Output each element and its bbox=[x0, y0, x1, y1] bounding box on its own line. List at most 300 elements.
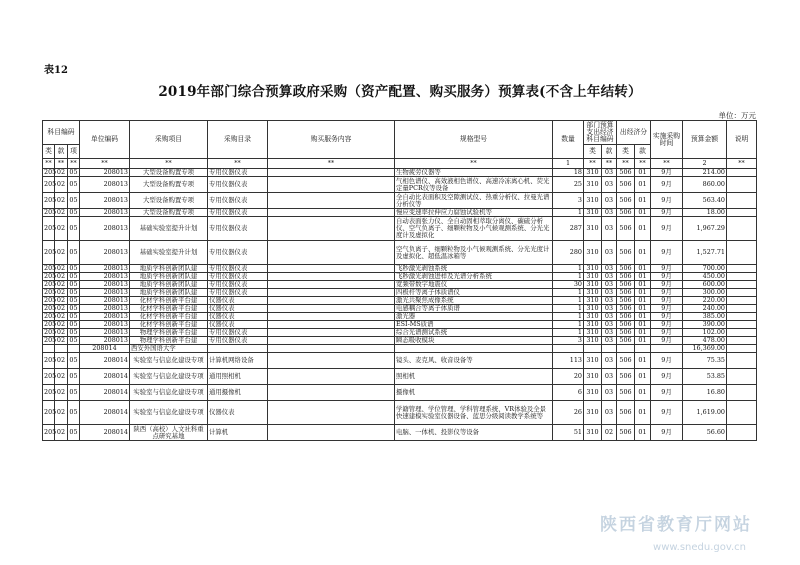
cell-xiang: 05 bbox=[68, 425, 80, 441]
cell-xiang: 05 bbox=[69, 280, 78, 288]
cell-impl-time: 9月 bbox=[651, 337, 683, 345]
cell-dept-lei: 310 bbox=[584, 425, 602, 441]
cell-impl-time: 9月 bbox=[651, 369, 683, 385]
cell-qty: 113 bbox=[553, 353, 584, 369]
header-dept-lei: 类 bbox=[584, 145, 602, 159]
page-title: 2019年部门综合预算政府采购（资产配置、购买服务）预算表(不含上年结转） bbox=[158, 84, 642, 100]
cell-dept-lei: 310 bbox=[584, 273, 602, 281]
cell-kuan: 02 bbox=[55, 193, 68, 209]
cell-dept-lei: 310 bbox=[584, 265, 602, 273]
cell-xiang: 05 bbox=[69, 272, 78, 280]
cell-catalog: 通用摄像机 bbox=[208, 385, 268, 401]
cell-gov-lei: 506 bbox=[617, 177, 635, 193]
cell-qty: 25 bbox=[553, 177, 584, 193]
cell-unit-code: 208013 bbox=[80, 217, 130, 241]
cell-catalog: 专用仪器仪表 bbox=[208, 241, 268, 265]
cell-gov-lei: 506 bbox=[617, 217, 635, 241]
cell-unit-code: 208013 bbox=[80, 209, 130, 217]
cell-gov-kuan: 01 bbox=[635, 281, 651, 289]
cell-amount: 390.00 bbox=[683, 321, 727, 329]
cell-impl-time: 9月 bbox=[651, 313, 683, 321]
cell-unit-code: 208013 bbox=[80, 297, 130, 305]
cell-lei: 205 bbox=[44, 208, 57, 216]
cell-dept-lei: 310 bbox=[584, 401, 602, 425]
cell-spec: ESI-MS质谱 bbox=[395, 321, 553, 329]
header-qty: 数量 bbox=[553, 121, 584, 159]
cell-unit-code: 208013 bbox=[80, 329, 130, 337]
cell-dept-kuan: 03 bbox=[602, 297, 617, 305]
cell-service bbox=[268, 305, 395, 313]
cell-lei: 205 bbox=[43, 193, 55, 209]
cell-amount: 220.00 bbox=[683, 297, 727, 305]
cell-dept-kuan: 03 bbox=[602, 193, 617, 209]
cell-dept-lei: 310 bbox=[584, 217, 602, 241]
cell-gov-lei: 506 bbox=[617, 209, 635, 217]
cell-service bbox=[268, 241, 395, 265]
cell-spec: 四极杆等离子体质谱仪 bbox=[395, 289, 553, 297]
cell-gov-lei: 506 bbox=[617, 329, 635, 337]
cell-qty: 1 bbox=[553, 297, 584, 305]
cell-catalog: 计算机网络设备 bbox=[208, 353, 268, 369]
cell-gov-lei: 506 bbox=[617, 241, 635, 265]
header-note: 说明 bbox=[727, 121, 757, 159]
cell-impl-time: 9月 bbox=[651, 273, 683, 281]
cell-spec: 自动表面张力仪、全自动固相萃取分离仪、碳硫分析仪、空气负离子、细颗粒物及小气候观测系统、分光光度计及虚拟化 bbox=[395, 217, 553, 241]
cell-spec: 学籍管理、学位管理、学科管理系统、VR体验及全景快速建模实验室仪器设备、蓝思分级阅读教学系统等 bbox=[395, 401, 553, 425]
unit-label: 单位：万元 bbox=[718, 111, 756, 120]
table-row bbox=[43, 169, 757, 177]
cell-note bbox=[727, 385, 757, 401]
procurement-table bbox=[42, 120, 757, 441]
cell-project: 化材学科创新平台建 bbox=[130, 305, 208, 313]
cell-impl-time: 9月 bbox=[651, 289, 683, 297]
cell-service bbox=[268, 337, 395, 345]
cell-dept-lei: 310 bbox=[584, 241, 602, 265]
cell-catalog: 仪器仪表 bbox=[208, 297, 268, 305]
cell-qty: 3 bbox=[553, 193, 584, 209]
cell-note bbox=[727, 369, 757, 385]
cell-catalog: 专用仪器仪表 bbox=[208, 289, 268, 297]
cell-gov-kuan: 01 bbox=[635, 209, 651, 217]
table-number: 表12 bbox=[44, 65, 68, 76]
cell-impl-time: 9月 bbox=[651, 353, 683, 369]
cell-project: 化材学科创新平台建 bbox=[130, 297, 208, 305]
cell-gov-kuan: 01 bbox=[635, 241, 651, 265]
header-project: 采购项目 bbox=[130, 121, 208, 159]
cell-service bbox=[268, 353, 395, 369]
cell-dept-kuan: 03 bbox=[602, 313, 617, 321]
header-lei: 类 bbox=[43, 145, 55, 159]
cell-project: 化材学科创新平台建 bbox=[130, 313, 208, 321]
cell-impl-time: 9月 bbox=[651, 305, 683, 313]
cell-spec bbox=[395, 345, 553, 353]
cell-qty: 1 bbox=[553, 329, 584, 337]
cell-qty: 1 bbox=[553, 305, 584, 313]
cell-project: 地质学科创新团队建 bbox=[130, 289, 208, 297]
cell-gov-lei: 506 bbox=[617, 313, 635, 321]
cell-project: 基础实验室提升计划 bbox=[130, 241, 208, 265]
cell-dept-lei: 310 bbox=[584, 337, 602, 345]
cell-dept-lei: 310 bbox=[584, 177, 602, 193]
cell-xiang: 05 bbox=[69, 264, 78, 272]
cell-gov-lei bbox=[617, 345, 635, 353]
cell-gov-lei: 506 bbox=[617, 297, 635, 305]
header-dept-kuan: 款 bbox=[602, 145, 617, 159]
cell-unit-code: 208013 bbox=[80, 265, 130, 273]
cell-gov-lei: 506 bbox=[617, 369, 635, 385]
table-row bbox=[43, 241, 757, 265]
table-row bbox=[43, 217, 757, 241]
cell-lei: 205 bbox=[44, 280, 57, 288]
cell-unit-code: 208014 bbox=[80, 353, 130, 369]
cell-impl-time: 9月 bbox=[651, 297, 683, 305]
cell-amount: 1,527.71 bbox=[683, 241, 727, 265]
cell-spec: 慢应变速率拉伸应力腐蚀试验机等 bbox=[395, 209, 553, 217]
cell-impl-time: 9月 bbox=[651, 401, 683, 425]
cell-unit-code: 208013 bbox=[80, 313, 130, 321]
cell-xiang: 05 bbox=[69, 312, 78, 320]
header-dept-econ: 部门预算支出经济科目编码 bbox=[584, 121, 617, 145]
header-amount: 预算金额 bbox=[683, 121, 727, 159]
marker-cell: ** bbox=[68, 159, 80, 169]
cell-note bbox=[727, 337, 757, 345]
cell-gov-kuan: 01 bbox=[635, 353, 651, 369]
cell-qty: 30 bbox=[553, 281, 584, 289]
cell-unit-code: 208013 bbox=[80, 289, 130, 297]
cell-lei: 205 bbox=[44, 304, 57, 312]
header-gov-econ: 出经济分 bbox=[617, 121, 651, 145]
cell-amount: 700.00 bbox=[683, 265, 727, 273]
cell-amount: 563.40 bbox=[683, 193, 727, 209]
cell-spec: 电感耦合等离子体质谱 bbox=[395, 305, 553, 313]
cell-impl-time bbox=[651, 345, 683, 353]
cell-gov-kuan: 01 bbox=[635, 401, 651, 425]
cell-unit-code: 208014 bbox=[80, 369, 130, 385]
cell-dept-lei: 310 bbox=[584, 385, 602, 401]
watermark-url: www.snedu.gov.cn bbox=[653, 542, 746, 553]
cell-amount: 1,967.29 bbox=[683, 217, 727, 241]
table-row bbox=[43, 209, 757, 217]
cell-project: 实验室与信息化建设专项 bbox=[130, 385, 208, 401]
cell-impl-time: 9月 bbox=[651, 281, 683, 289]
cell-project: 物理学科创新平台建 bbox=[130, 337, 208, 345]
cell-xiang: 05 bbox=[69, 208, 78, 216]
cell-gov-kuan: 01 bbox=[635, 265, 651, 273]
cell-lei: 205 bbox=[44, 168, 57, 176]
header-service: 购买服务内容 bbox=[268, 121, 395, 159]
marker-cell: ** bbox=[268, 159, 395, 169]
table-row bbox=[43, 401, 757, 425]
cell-gov-lei: 506 bbox=[617, 169, 635, 177]
cell-kuan: 02 bbox=[55, 337, 68, 345]
cell-dept-lei bbox=[584, 345, 602, 353]
cell-gov-lei: 506 bbox=[617, 321, 635, 329]
table-row bbox=[43, 177, 757, 193]
cell-qty: 1 bbox=[553, 265, 584, 273]
cell-lei: 205 bbox=[44, 336, 57, 344]
cell-xiang: 05 bbox=[68, 401, 80, 425]
cell-catalog: 仪器仪表 bbox=[208, 401, 268, 425]
cell-catalog: 专用仪器仪表 bbox=[208, 337, 268, 345]
cell-qty: 26 bbox=[553, 401, 584, 425]
cell-service bbox=[268, 321, 395, 329]
cell-xiang: 05 bbox=[69, 328, 78, 336]
cell-amount: 1,619.00 bbox=[683, 401, 727, 425]
marker-cell: ** bbox=[55, 159, 68, 169]
cell-dept-kuan: 03 bbox=[602, 281, 617, 289]
cell-catalog: 仪器仪表 bbox=[208, 321, 268, 329]
cell-project: 大型设备购置专项 bbox=[130, 193, 208, 209]
cell-gov-kuan: 01 bbox=[635, 337, 651, 345]
cell-dept-kuan: 03 bbox=[602, 353, 617, 369]
cell-amount: 240.00 bbox=[683, 305, 727, 313]
cell-impl-time: 9月 bbox=[651, 425, 683, 441]
cell-note bbox=[727, 329, 757, 337]
cell-impl-time: 9月 bbox=[651, 217, 683, 241]
cell-dept-kuan: 03 bbox=[602, 321, 617, 329]
cell-qty: 3 bbox=[553, 337, 584, 345]
cell-project: 化材学科创新平台建 bbox=[130, 321, 208, 329]
cell-lei: 205 bbox=[43, 353, 55, 369]
cell-kuan: 02 bbox=[55, 353, 68, 369]
cell-gov-kuan: 01 bbox=[635, 369, 651, 385]
marker-row bbox=[43, 159, 757, 169]
cell-lei: 205 bbox=[43, 425, 55, 441]
cell-qty: 1 bbox=[553, 313, 584, 321]
cell-service bbox=[268, 193, 395, 209]
cell-gov-kuan: 01 bbox=[635, 297, 651, 305]
cell-service bbox=[268, 265, 395, 273]
cell-xiang: 05 bbox=[69, 296, 78, 304]
cell-catalog: 仪器仪表 bbox=[208, 305, 268, 313]
cell-service bbox=[268, 281, 395, 289]
cell-catalog: 专用仪器仪表 bbox=[208, 281, 268, 289]
marker-cell: ** bbox=[208, 159, 268, 169]
cell-gov-kuan: 01 bbox=[635, 313, 651, 321]
cell-xiang: 05 bbox=[69, 320, 78, 328]
cell-kuan: 02 bbox=[55, 241, 68, 265]
cell-amount: 18.00 bbox=[683, 209, 727, 217]
cell-catalog: 专用仪器仪表 bbox=[208, 265, 268, 273]
cell-note bbox=[727, 169, 757, 177]
cell-impl-time: 9月 bbox=[651, 209, 683, 217]
cell-lei: 205 bbox=[44, 328, 57, 336]
cell-project: 物理学科创新平台建 bbox=[130, 329, 208, 337]
cell-dept-lei: 310 bbox=[584, 209, 602, 217]
cell-lei: 205 bbox=[44, 296, 57, 304]
cell-xiang: 05 bbox=[68, 217, 80, 241]
cell-dept-lei: 310 bbox=[584, 353, 602, 369]
cell-dept-kuan: 03 bbox=[602, 217, 617, 241]
cell-project: 基础实验室提升计划 bbox=[130, 217, 208, 241]
cell-kuan: 02 bbox=[55, 321, 68, 329]
cell-unit-code: 208013 bbox=[80, 273, 130, 281]
cell-project: 地质学科创新团队建 bbox=[130, 265, 208, 273]
cell-dept-kuan: 03 bbox=[602, 401, 617, 425]
cell-dept-lei: 310 bbox=[584, 313, 602, 321]
table-row bbox=[43, 369, 757, 385]
cell-project: 地质学科创新团队建 bbox=[130, 273, 208, 281]
cell-amount: 53.85 bbox=[683, 369, 727, 385]
cell-unit-code: 208013 bbox=[80, 281, 130, 289]
cell-catalog: 专用仪器仪表 bbox=[208, 273, 268, 281]
cell-catalog: 专用仪器仪表 bbox=[208, 177, 268, 193]
cell-project: 实验室与信息化建设专项 bbox=[130, 401, 208, 425]
cell-note bbox=[727, 353, 757, 369]
cell-spec: 宽频带数字地震仪 bbox=[395, 281, 553, 289]
cell-note bbox=[727, 297, 757, 305]
cell-service bbox=[268, 369, 395, 385]
cell-gov-kuan: 01 bbox=[635, 177, 651, 193]
cell-project: 大型设备购置专项 bbox=[130, 169, 208, 177]
cell-gov-lei: 506 bbox=[617, 281, 635, 289]
cell-service bbox=[268, 329, 395, 337]
cell-xiang: 05 bbox=[69, 288, 78, 296]
cell-spec: 激光共聚焦成像系统 bbox=[395, 297, 553, 305]
cell-unit-code: 208013 bbox=[80, 193, 130, 209]
cell-project: 地质学科创新团队建 bbox=[130, 281, 208, 289]
cell-service bbox=[268, 345, 395, 353]
cell-xiang: 05 bbox=[68, 385, 80, 401]
header-gov-kuan: 款 bbox=[635, 145, 651, 159]
cell-spec: 飞秒激光剥蚀进样及光谱分析系统 bbox=[395, 273, 553, 281]
cell-xiang: 05 bbox=[69, 304, 78, 312]
cell-xiang: 05 bbox=[68, 353, 80, 369]
header-spec: 规格型号 bbox=[395, 121, 553, 159]
cell-spec: 电脑、一体机、投影仪等设备 bbox=[395, 425, 553, 441]
cell-kuan: 02 bbox=[55, 305, 68, 313]
cell-note bbox=[727, 177, 757, 193]
cell-amount: 600.00 bbox=[683, 281, 727, 289]
cell-amount: 478.00 bbox=[683, 337, 727, 345]
cell-dept-kuan: 03 bbox=[602, 289, 617, 297]
cell-dept-lei: 310 bbox=[584, 369, 602, 385]
cell-gov-kuan: 01 bbox=[635, 289, 651, 297]
cell-impl-time: 9月 bbox=[651, 385, 683, 401]
cell-xiang: 05 bbox=[68, 177, 80, 193]
cell-lei: 205 bbox=[44, 288, 57, 296]
cell-gov-kuan: 01 bbox=[635, 329, 651, 337]
cell-kuan: 02 bbox=[55, 425, 68, 441]
cell-gov-lei: 506 bbox=[617, 337, 635, 345]
cell-note bbox=[727, 305, 757, 313]
header-gov-lei: 类 bbox=[617, 145, 635, 159]
cell-dept-kuan: 03 bbox=[602, 369, 617, 385]
cell-catalog: 仪器仪表 bbox=[208, 313, 268, 321]
cell-note bbox=[727, 401, 757, 425]
cell-qty: 287 bbox=[553, 217, 584, 241]
cell-kuan: 02 bbox=[55, 297, 68, 305]
cell-service bbox=[268, 209, 395, 217]
cell-amount: 56.60 bbox=[683, 425, 727, 441]
cell-dept-lei: 310 bbox=[584, 329, 602, 337]
cell-amount: 214.00 bbox=[683, 169, 727, 177]
cell-kuan: 02 bbox=[55, 169, 68, 177]
cell-project: 实验室与信息化建设专项 bbox=[130, 369, 208, 385]
cell-catalog: 计算机 bbox=[208, 425, 268, 441]
cell-gov-kuan: 01 bbox=[635, 385, 651, 401]
cell-spec: 空气负离子、细颗粒物及小气候观测系统、分光光度计及虚拟化、超低温冰箱等 bbox=[395, 241, 553, 265]
marker-cell: ** bbox=[80, 159, 130, 169]
cell-dept-kuan: 03 bbox=[602, 177, 617, 193]
cell-dept-lei: 310 bbox=[584, 193, 602, 209]
cell-gov-kuan: 01 bbox=[635, 193, 651, 209]
cell-kuan: 02 bbox=[55, 313, 68, 321]
cell-lei: 205 bbox=[44, 272, 57, 280]
cell-kuan: 02 bbox=[55, 281, 68, 289]
cell-note bbox=[727, 217, 757, 241]
cell-project: 大型设备购置专项 bbox=[130, 177, 208, 193]
cell-dept-lei: 310 bbox=[584, 169, 602, 177]
cell-impl-time: 9月 bbox=[651, 321, 683, 329]
cell-impl-time: 9月 bbox=[651, 177, 683, 193]
cell-catalog bbox=[208, 345, 268, 353]
cell-qty: 1 bbox=[553, 321, 584, 329]
cell-kuan: 02 bbox=[55, 289, 68, 297]
cell-spec: 综合光谱测试系统 bbox=[395, 329, 553, 337]
cell-dept-kuan: 02 bbox=[602, 425, 617, 441]
cell-impl-time: 9月 bbox=[651, 193, 683, 209]
cell-note bbox=[727, 321, 757, 329]
cell-unit-code: 208013 bbox=[80, 337, 130, 345]
cell-service bbox=[268, 385, 395, 401]
cell-unit-code: 208013 bbox=[80, 305, 130, 313]
cell-unit-code: 208014 bbox=[80, 345, 130, 353]
cell-unit-code: 208014 bbox=[80, 425, 130, 441]
cell-catalog: 专用仪器仪表 bbox=[208, 193, 268, 209]
cell-impl-time: 9月 bbox=[651, 169, 683, 177]
cell-note bbox=[727, 281, 757, 289]
cell-xiang bbox=[68, 345, 80, 353]
header-kuan: 款 bbox=[55, 145, 68, 159]
cell-qty: 280 bbox=[553, 241, 584, 265]
cell-kuan bbox=[55, 345, 68, 353]
cell-project: 西安外国语大学 bbox=[130, 345, 208, 353]
cell-unit-code: 208013 bbox=[80, 321, 130, 329]
cell-gov-lei: 506 bbox=[617, 289, 635, 297]
cell-catalog: 专用仪器仪表 bbox=[208, 217, 268, 241]
cell-project: 实验室与信息化建设专项 bbox=[130, 353, 208, 369]
cell-spec: 飞秒激光剥蚀系统 bbox=[395, 265, 553, 273]
cell-dept-lei: 310 bbox=[584, 321, 602, 329]
cell-spec: 摄像机 bbox=[395, 385, 553, 401]
cell-lei: 205 bbox=[44, 312, 57, 320]
cell-amount: 300.00 bbox=[683, 289, 727, 297]
cell-dept-kuan: 03 bbox=[602, 169, 617, 177]
cell-unit-code: 208013 bbox=[80, 177, 130, 193]
cell-spec: 照相机 bbox=[395, 369, 553, 385]
header-xiang: 项 bbox=[68, 145, 80, 159]
cell-lei: 205 bbox=[43, 401, 55, 425]
cell-xiang: 05 bbox=[68, 241, 80, 265]
cell-amount: 75.35 bbox=[683, 353, 727, 369]
cell-gov-kuan: 01 bbox=[635, 321, 651, 329]
cell-amount: 385.00 bbox=[683, 313, 727, 321]
cell-service bbox=[268, 425, 395, 441]
cell-gov-kuan: 01 bbox=[635, 425, 651, 441]
cell-dept-kuan: 03 bbox=[602, 209, 617, 217]
cell-service bbox=[268, 289, 395, 297]
cell-lei: 205 bbox=[44, 320, 57, 328]
cell-kuan: 02 bbox=[55, 209, 68, 217]
cell-note bbox=[727, 345, 757, 353]
cell-amount: 860.00 bbox=[683, 177, 727, 193]
cell-gov-lei: 506 bbox=[617, 273, 635, 281]
marker-cell: ** bbox=[602, 159, 617, 169]
header-unit-code: 单位编码 bbox=[80, 121, 130, 159]
cell-spec: 镜头、麦克风、收音设备等 bbox=[395, 353, 553, 369]
header-impl-time: 实施采购时间 bbox=[651, 121, 683, 159]
